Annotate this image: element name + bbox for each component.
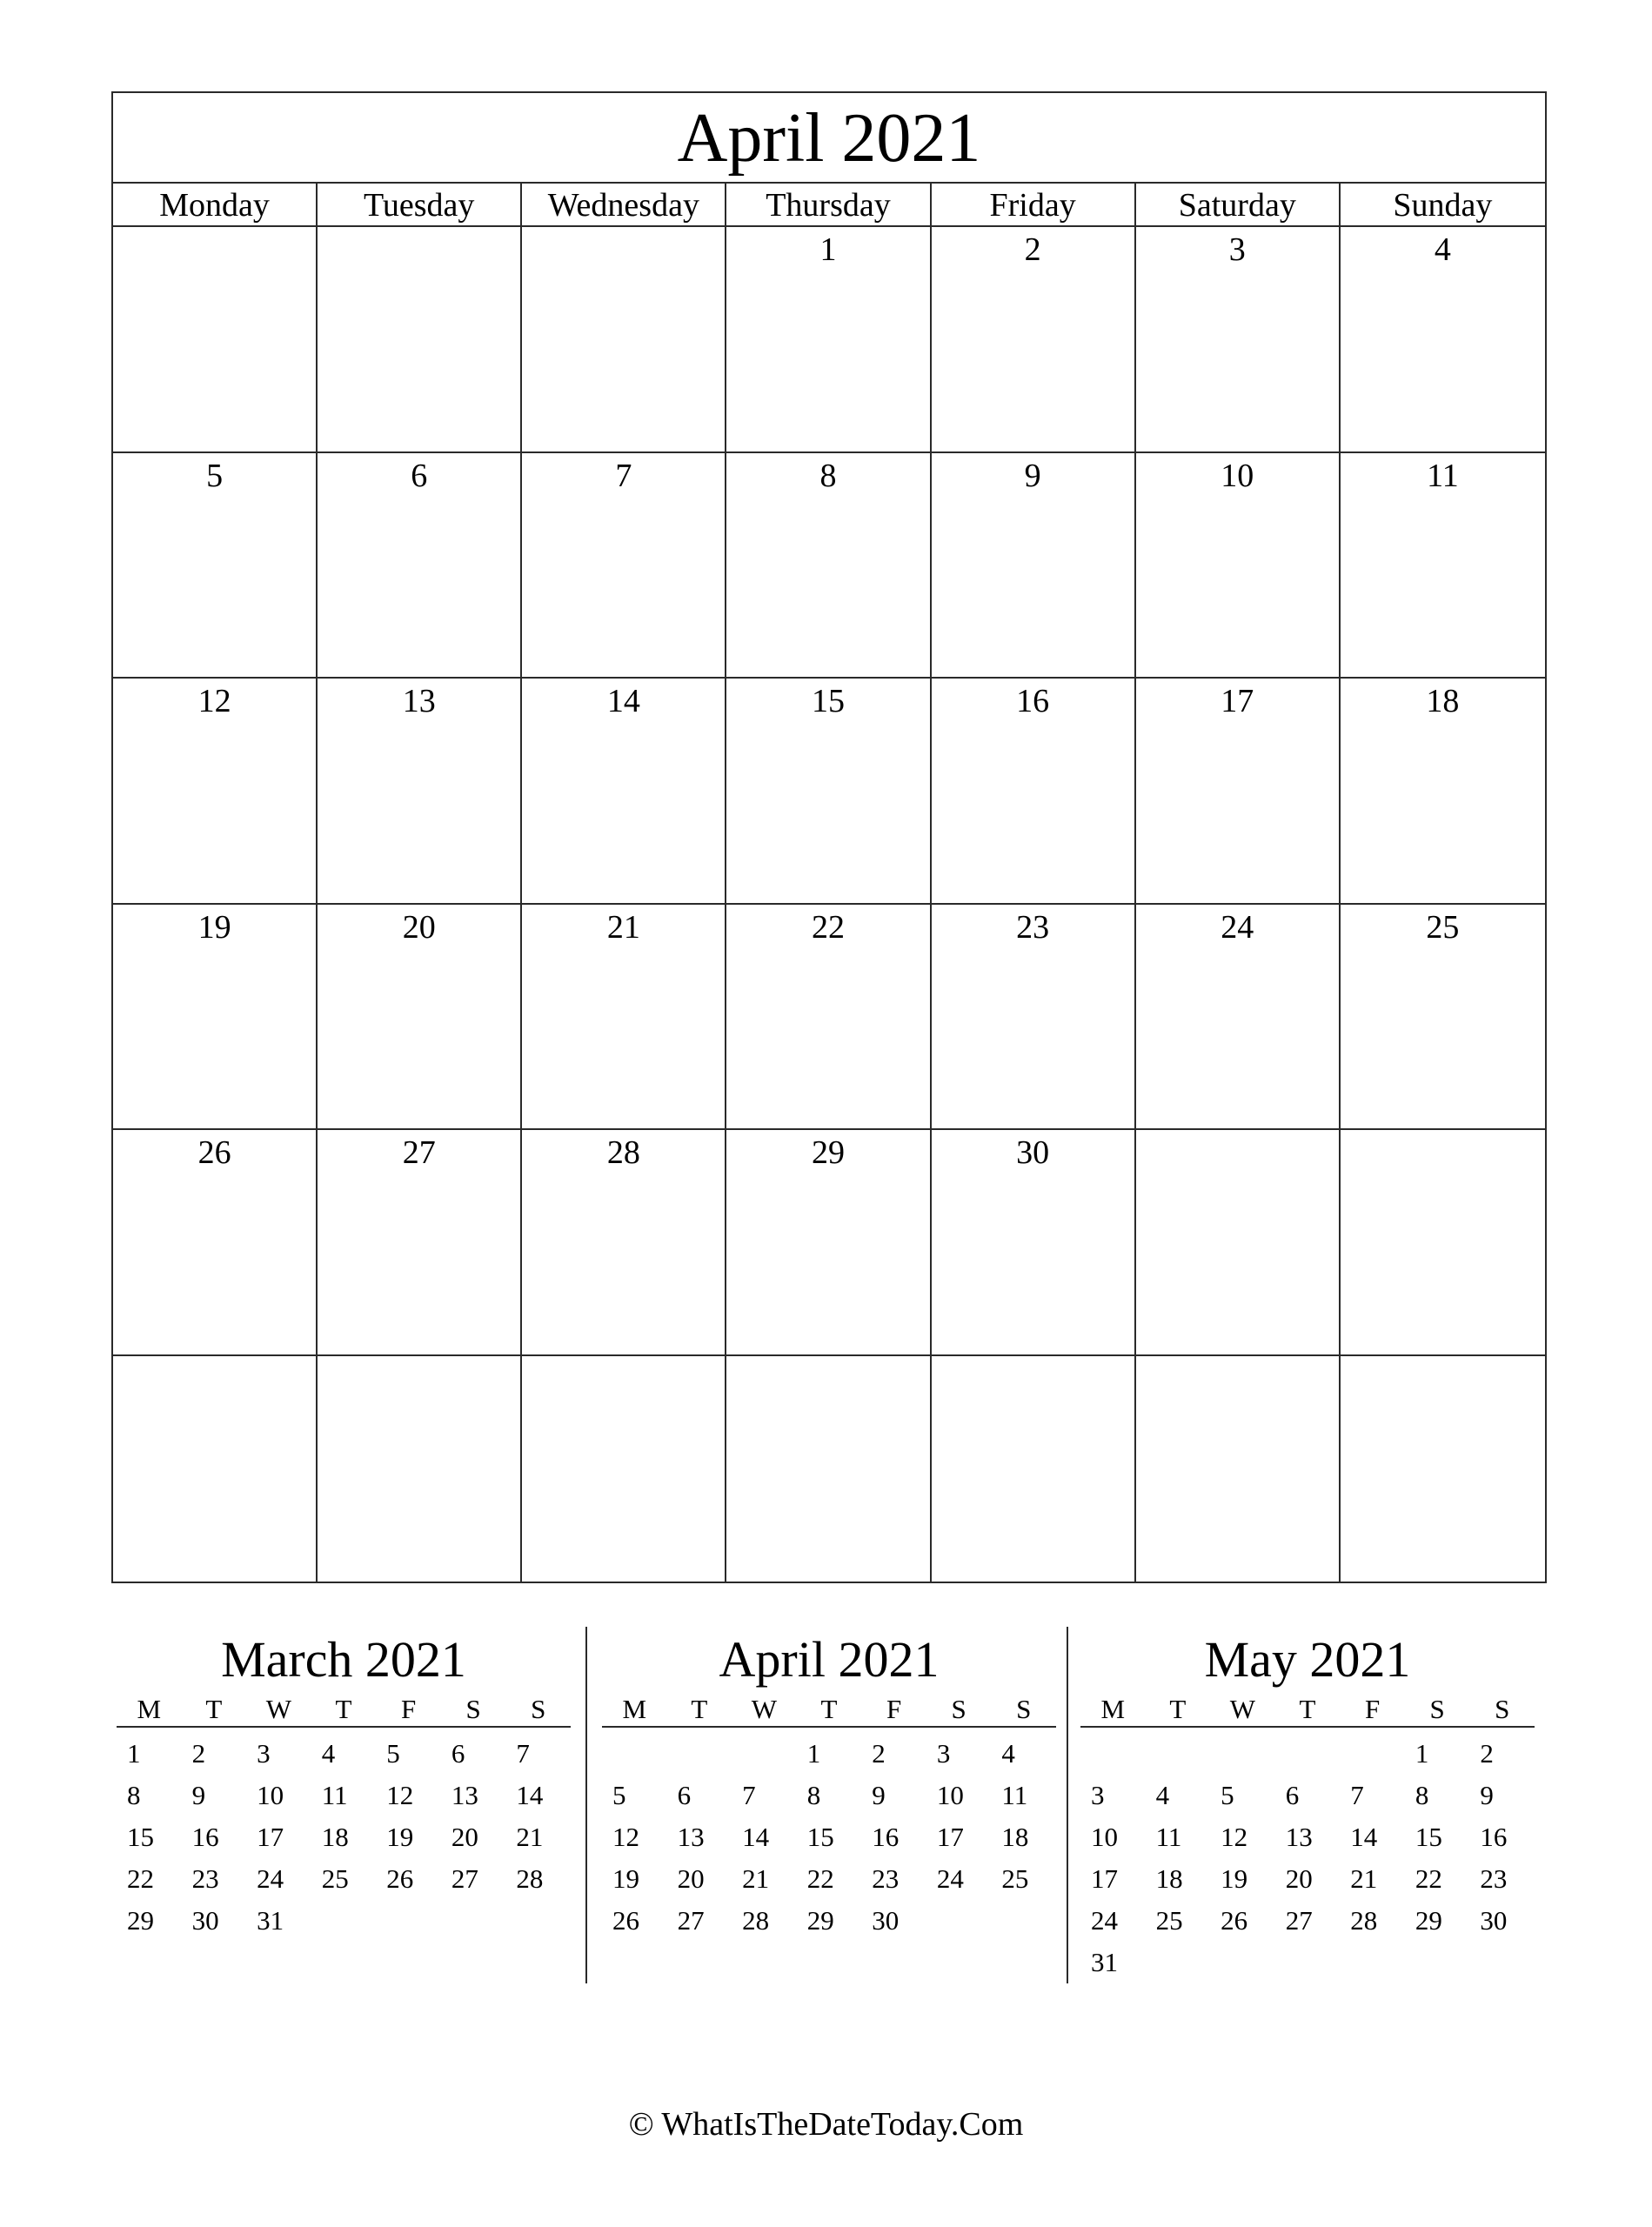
mini-day: 29 bbox=[127, 1905, 154, 1936]
mini-calendar-title: May 2021 bbox=[1204, 1631, 1411, 1688]
day-cell[interactable]: 6 bbox=[318, 453, 522, 679]
day-cell[interactable] bbox=[113, 1356, 318, 1582]
mini-day bbox=[732, 1733, 797, 1775]
mini-day: 15 bbox=[127, 1822, 154, 1852]
mini-day: 12 bbox=[386, 1780, 414, 1810]
mini-day: 6 bbox=[1285, 1780, 1300, 1810]
mini-day bbox=[1275, 1942, 1341, 1983]
mini-day: 2 bbox=[1480, 1738, 1494, 1769]
mini-day: 1 bbox=[127, 1738, 141, 1769]
mini-weekday-label: T bbox=[820, 1694, 838, 1724]
mini-day: 26 bbox=[1221, 1905, 1248, 1936]
mini-weekday-label: W bbox=[1229, 1694, 1256, 1724]
mini-day: 8 bbox=[1415, 1780, 1429, 1810]
mini-day: 24 bbox=[1091, 1905, 1118, 1936]
day-cell[interactable]: 30 bbox=[932, 1130, 1136, 1356]
mini-day: 19 bbox=[1221, 1863, 1248, 1894]
mini-day: 6 bbox=[451, 1738, 465, 1769]
mini-day: 14 bbox=[1350, 1822, 1378, 1852]
mini-day: 18 bbox=[1001, 1822, 1029, 1852]
mini-weekday-label: M bbox=[622, 1694, 647, 1724]
mini-day: 26 bbox=[612, 1905, 639, 1936]
day-cell[interactable]: 23 bbox=[932, 905, 1136, 1131]
day-cell[interactable] bbox=[1136, 1356, 1341, 1582]
day-cell[interactable] bbox=[522, 227, 726, 453]
day-cell[interactable]: 4 bbox=[1341, 227, 1545, 453]
weekday-label: Monday bbox=[113, 184, 318, 225]
day-cell[interactable]: 8 bbox=[726, 453, 931, 679]
mini-day: 11 bbox=[1001, 1780, 1028, 1810]
mini-calendar-days bbox=[1080, 1733, 1535, 1983]
mini-day: 21 bbox=[516, 1822, 544, 1852]
mini-day bbox=[311, 1900, 377, 1942]
mini-day: 20 bbox=[677, 1863, 705, 1894]
mini-day: 22 bbox=[127, 1863, 154, 1894]
mini-weekday-label: T bbox=[1299, 1694, 1316, 1724]
day-cell[interactable]: 28 bbox=[522, 1130, 726, 1356]
mini-day: 1 bbox=[806, 1738, 821, 1769]
mini-day: 9 bbox=[1480, 1780, 1494, 1810]
mini-day: 2 bbox=[191, 1738, 206, 1769]
day-cell[interactable] bbox=[932, 1356, 1136, 1582]
mini-day: 23 bbox=[191, 1863, 219, 1894]
mini-day bbox=[667, 1733, 732, 1775]
mini-day: 17 bbox=[1091, 1863, 1118, 1894]
mini-day: 24 bbox=[257, 1863, 284, 1894]
mini-day: 19 bbox=[386, 1822, 414, 1852]
main-day-grid bbox=[113, 227, 1545, 1582]
mini-weekday-label: M bbox=[137, 1694, 162, 1724]
mini-day: 30 bbox=[1480, 1905, 1508, 1936]
mini-weekday-label: F bbox=[1364, 1694, 1381, 1724]
mini-weekday-label: M bbox=[1100, 1694, 1126, 1724]
mini-day: 4 bbox=[1155, 1780, 1170, 1810]
mini-day: 7 bbox=[1350, 1780, 1364, 1810]
mini-day bbox=[1210, 1733, 1275, 1775]
mini-day: 17 bbox=[257, 1822, 284, 1852]
footer-copyright[interactable]: © WhatIsTheDateToday.Com bbox=[628, 2106, 1024, 2143]
day-cell[interactable] bbox=[1136, 1130, 1341, 1356]
mini-day bbox=[991, 1900, 1056, 1942]
day-cell[interactable]: 19 bbox=[113, 905, 318, 1131]
mini-day: 6 bbox=[677, 1780, 692, 1810]
mini-day: 2 bbox=[872, 1738, 886, 1769]
day-cell[interactable]: 29 bbox=[726, 1130, 931, 1356]
mini-day: 12 bbox=[612, 1822, 639, 1852]
weekday-header-row bbox=[113, 184, 1545, 227]
day-cell[interactable]: 11 bbox=[1341, 453, 1545, 679]
mini-day: 17 bbox=[936, 1822, 964, 1852]
mini-day bbox=[1469, 1942, 1535, 1983]
day-cell[interactable]: 13 bbox=[318, 679, 522, 905]
mini-day: 10 bbox=[936, 1780, 964, 1810]
mini-calendar-weekday-header bbox=[117, 1693, 571, 1728]
mini-day: 8 bbox=[127, 1780, 141, 1810]
day-cell[interactable]: 1 bbox=[726, 227, 931, 453]
day-cell[interactable]: 2 bbox=[932, 227, 1136, 453]
mini-day: 31 bbox=[1091, 1947, 1118, 1977]
mini-weekday-label: F bbox=[886, 1694, 902, 1724]
mini-weekday-label: W bbox=[751, 1694, 778, 1724]
day-cell[interactable]: 12 bbox=[113, 679, 318, 905]
day-cell[interactable]: 21 bbox=[522, 905, 726, 1131]
mini-calendar-weekday-header bbox=[602, 1693, 1056, 1728]
mini-day: 30 bbox=[872, 1905, 900, 1936]
weekday-label: Thursday bbox=[726, 184, 931, 225]
day-cell[interactable] bbox=[726, 1356, 931, 1582]
mini-day bbox=[1340, 1942, 1405, 1983]
mini-day: 27 bbox=[677, 1905, 705, 1936]
mini-day bbox=[926, 1900, 992, 1942]
day-cell[interactable] bbox=[318, 227, 522, 453]
mini-calendar-divider bbox=[585, 1627, 587, 1983]
mini-day: 28 bbox=[516, 1863, 544, 1894]
day-cell[interactable]: 16 bbox=[932, 679, 1136, 905]
weekday-label: Friday bbox=[932, 184, 1136, 225]
mini-day: 7 bbox=[742, 1780, 756, 1810]
mini-day: 29 bbox=[1415, 1905, 1442, 1936]
mini-day: 15 bbox=[1415, 1822, 1442, 1852]
mini-day: 4 bbox=[1001, 1738, 1015, 1769]
mini-weekday-label: T bbox=[205, 1694, 223, 1724]
mini-day: 25 bbox=[321, 1863, 349, 1894]
day-cell[interactable]: 9 bbox=[932, 453, 1136, 679]
mini-day bbox=[1405, 1942, 1470, 1983]
day-cell[interactable] bbox=[1341, 1356, 1545, 1582]
mini-day: 27 bbox=[451, 1863, 478, 1894]
day-cell[interactable]: 5 bbox=[113, 453, 318, 679]
mini-day: 5 bbox=[1221, 1780, 1234, 1810]
mini-day: 16 bbox=[191, 1822, 219, 1852]
mini-calendars bbox=[111, 1627, 1547, 1983]
mini-day: 9 bbox=[191, 1780, 206, 1810]
mini-day: 18 bbox=[1155, 1863, 1183, 1894]
mini-weekday-label: S bbox=[465, 1694, 481, 1724]
mini-day: 21 bbox=[1350, 1863, 1378, 1894]
mini-day: 29 bbox=[806, 1905, 834, 1936]
mini-calendar-title: March 2021 bbox=[221, 1631, 466, 1688]
mini-weekday-label: T bbox=[335, 1694, 352, 1724]
mini-calendar-previous bbox=[111, 1627, 576, 1983]
mini-day: 25 bbox=[1001, 1863, 1029, 1894]
mini-day: 13 bbox=[1285, 1822, 1313, 1852]
mini-day: 11 bbox=[321, 1780, 348, 1810]
mini-day bbox=[1146, 1942, 1211, 1983]
mini-day bbox=[1146, 1733, 1211, 1775]
mini-day: 3 bbox=[1091, 1780, 1105, 1810]
mini-day bbox=[1080, 1733, 1146, 1775]
day-cell[interactable]: 22 bbox=[726, 905, 931, 1131]
mini-day: 19 bbox=[612, 1863, 639, 1894]
mini-day: 14 bbox=[742, 1822, 770, 1852]
mini-day: 5 bbox=[612, 1780, 626, 1810]
weekday-label: Sunday bbox=[1393, 187, 1493, 224]
mini-day: 5 bbox=[386, 1738, 400, 1769]
mini-day: 13 bbox=[451, 1780, 478, 1810]
weekday-label: Tuesday bbox=[318, 184, 522, 225]
mini-day: 23 bbox=[1480, 1863, 1508, 1894]
day-cell[interactable]: 7 bbox=[522, 453, 726, 679]
mini-day: 16 bbox=[1480, 1822, 1508, 1852]
mini-day: 22 bbox=[806, 1863, 834, 1894]
weekday-label: Wednesday bbox=[522, 184, 726, 225]
day-cell[interactable] bbox=[1341, 1130, 1545, 1356]
mini-day: 10 bbox=[257, 1780, 284, 1810]
mini-day bbox=[1210, 1942, 1275, 1983]
mini-day: 21 bbox=[742, 1863, 770, 1894]
mini-calendar-days bbox=[602, 1733, 1056, 1942]
mini-day: 22 bbox=[1415, 1863, 1442, 1894]
mini-day bbox=[505, 1900, 571, 1942]
mini-day: 3 bbox=[257, 1738, 271, 1769]
mini-day bbox=[376, 1900, 441, 1942]
mini-weekday-label: T bbox=[691, 1694, 708, 1724]
mini-weekday-label: T bbox=[1169, 1694, 1187, 1724]
mini-day bbox=[441, 1900, 506, 1942]
day-cell[interactable]: 27 bbox=[318, 1130, 522, 1356]
mini-weekday-label: S bbox=[1429, 1694, 1445, 1724]
day-cell[interactable]: 20 bbox=[318, 905, 522, 1131]
day-cell[interactable]: 18 bbox=[1341, 679, 1545, 905]
mini-day: 20 bbox=[1285, 1863, 1313, 1894]
mini-day: 15 bbox=[806, 1822, 834, 1852]
mini-day: 3 bbox=[936, 1738, 951, 1769]
mini-calendar-weekday-header bbox=[1080, 1693, 1535, 1728]
mini-day: 4 bbox=[321, 1738, 336, 1769]
mini-day: 7 bbox=[516, 1738, 530, 1769]
day-cell[interactable]: 25 bbox=[1341, 905, 1545, 1131]
mini-day: 27 bbox=[1285, 1905, 1313, 1936]
main-calendar bbox=[111, 91, 1547, 1583]
day-cell[interactable] bbox=[318, 1356, 522, 1582]
mini-day: 25 bbox=[1155, 1905, 1183, 1936]
mini-calendar-days bbox=[117, 1733, 571, 1942]
day-cell[interactable] bbox=[113, 227, 318, 453]
mini-day: 11 bbox=[1155, 1822, 1182, 1852]
mini-day: 10 bbox=[1091, 1822, 1118, 1852]
day-cell[interactable]: 15 bbox=[726, 679, 931, 905]
day-cell[interactable]: 24 bbox=[1136, 905, 1341, 1131]
mini-day: 26 bbox=[386, 1863, 414, 1894]
mini-weekday-label: W bbox=[265, 1694, 292, 1724]
mini-calendar-divider bbox=[1067, 1627, 1068, 1983]
mini-day: 23 bbox=[872, 1863, 900, 1894]
mini-weekday-label: S bbox=[1016, 1694, 1032, 1724]
mini-day: 16 bbox=[872, 1822, 900, 1852]
mini-day: 8 bbox=[806, 1780, 821, 1810]
mini-day: 24 bbox=[936, 1863, 964, 1894]
mini-day: 28 bbox=[1350, 1905, 1378, 1936]
mini-calendar-current bbox=[597, 1627, 1061, 1983]
mini-day: 18 bbox=[321, 1822, 349, 1852]
day-cell[interactable]: 3 bbox=[1136, 227, 1341, 453]
mini-weekday-label: S bbox=[951, 1694, 966, 1724]
day-cell[interactable]: 17 bbox=[1136, 679, 1341, 905]
mini-day: 12 bbox=[1221, 1822, 1248, 1852]
mini-weekday-label: F bbox=[400, 1694, 417, 1724]
mini-day: 28 bbox=[742, 1905, 770, 1936]
mini-day: 31 bbox=[257, 1905, 284, 1936]
mini-day bbox=[1275, 1733, 1341, 1775]
mini-day: 14 bbox=[516, 1780, 544, 1810]
mini-day bbox=[1340, 1733, 1405, 1775]
day-cell[interactable]: 14 bbox=[522, 679, 726, 905]
mini-day: 20 bbox=[451, 1822, 478, 1852]
mini-weekday-label: S bbox=[1495, 1694, 1510, 1724]
mini-calendar-title: April 2021 bbox=[719, 1631, 940, 1688]
mini-day: 9 bbox=[872, 1780, 886, 1810]
day-cell[interactable] bbox=[522, 1356, 726, 1582]
mini-day: 30 bbox=[191, 1905, 219, 1936]
mini-day: 1 bbox=[1415, 1738, 1429, 1769]
weekday-label: Saturday bbox=[1136, 184, 1341, 225]
mini-day: 13 bbox=[677, 1822, 705, 1852]
mini-weekday-label: S bbox=[531, 1694, 546, 1724]
mini-calendar-next bbox=[1075, 1627, 1540, 1983]
day-cell[interactable]: 10 bbox=[1136, 453, 1341, 679]
mini-day bbox=[602, 1733, 667, 1775]
day-cell[interactable]: 26 bbox=[113, 1130, 318, 1356]
main-calendar-title: April 2021 bbox=[113, 93, 1545, 184]
